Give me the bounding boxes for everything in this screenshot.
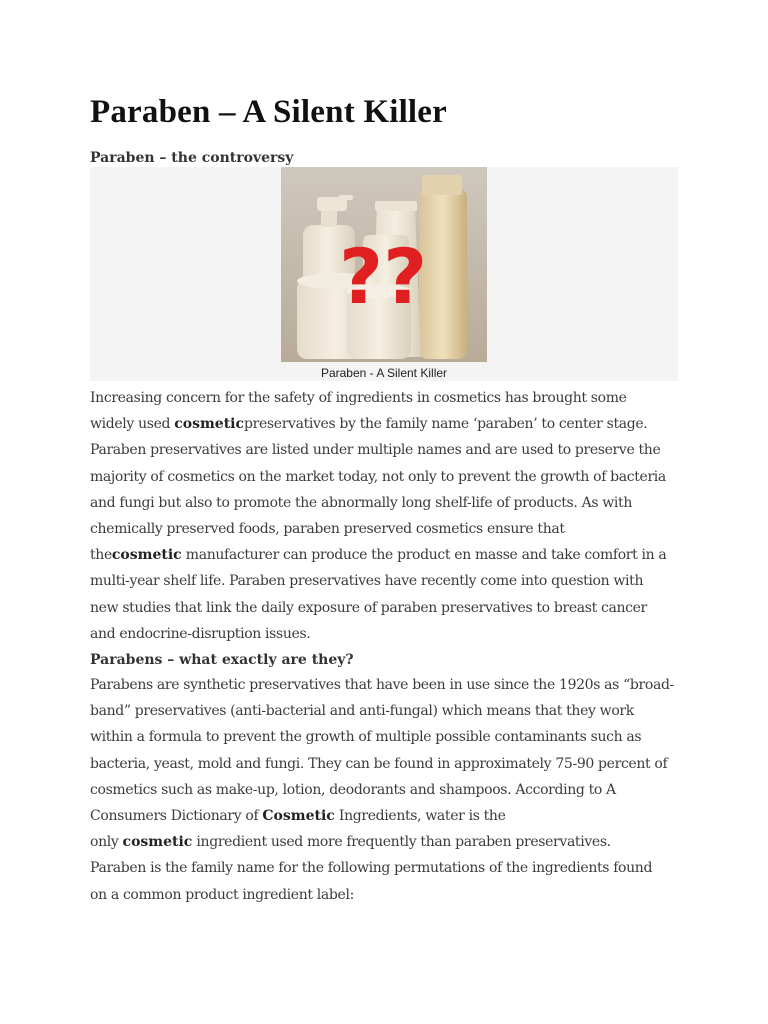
paragraph-line: Consumers Dictionary of Cosmetic Ingredients, water is the (90, 808, 506, 825)
paragraph-line: within a formula to prevent the growth of multiple possible contaminants such as (90, 729, 642, 746)
question-marks: ?? (339, 232, 428, 321)
page-title: Paraben – A Silent Killer (90, 94, 447, 130)
paragraph-line: new studies that link the daily exposure of paraben preservatives to breast cancer (90, 599, 647, 616)
paragraph-line: bacteria, yeast, mold and fungi. They can be found in approximately 75-90 percent of (90, 755, 668, 772)
paragraph-line: on a common product ingredient label: (90, 886, 354, 903)
paragraph-line: chemically preserved foods, paraben preserved cosmetics ensure that (90, 521, 565, 538)
section-heading-what-are-they: Parabens – what exactly are they? (90, 652, 354, 668)
paragraph-line: Paraben is the family name for the following permutations of the ingredients found (90, 860, 653, 877)
paragraph-line: cosmetics such as make-up, lotion, deodorants and shampoos. According to A (90, 781, 616, 798)
paragraph-line: multi-year shelf life. Paraben preservatives have recently come into question with (90, 573, 644, 590)
paragraph-line: only cosmetic ingredient used more frequently than paraben preservatives. (90, 834, 611, 851)
paragraph-line: Parabens are synthetic preservatives that have been in use since the 1920s as “broad- (90, 677, 674, 693)
paragraph-line: widely used cosmeticpreservatives by the family name ‘paraben’ to center stage. (90, 416, 648, 433)
paragraph-line: and fungi but also to promote the abnormally long shelf-life of products. As with (90, 494, 632, 511)
keyword-link: Cosmetic (262, 808, 335, 825)
paragraph-line: thecosmetic manufacturer can produce the product en masse and take comfort in a (90, 547, 667, 564)
paragraph-line: band” preservatives (anti-bacterial and anti-fungal) which means that they work (90, 703, 634, 720)
paragraph-line: Paraben preservatives are listed under multiple names and are used to preserve the (90, 442, 661, 459)
keyword-link: cosmetic (174, 416, 245, 433)
paragraph-intro (90, 385, 682, 647)
figure-caption: Paraben - A Silent Killer (320, 366, 448, 380)
figure (90, 167, 678, 381)
paragraph-line: majority of cosmetics on the market today, not only to prevent the growth of bacteria (90, 468, 666, 485)
paragraph-line: Increasing concern for the safety of ingredients in cosmetics has brought some (90, 390, 627, 406)
section-heading-controversy: Paraben – the controversy (90, 150, 294, 166)
keyword-link: cosmetic (122, 834, 193, 851)
keyword-link: cosmetic (111, 547, 182, 564)
cosmetics-bottles-image (281, 167, 487, 362)
paragraph-definition (90, 672, 682, 908)
paragraph-line: and endocrine-disruption issues. (90, 625, 311, 642)
